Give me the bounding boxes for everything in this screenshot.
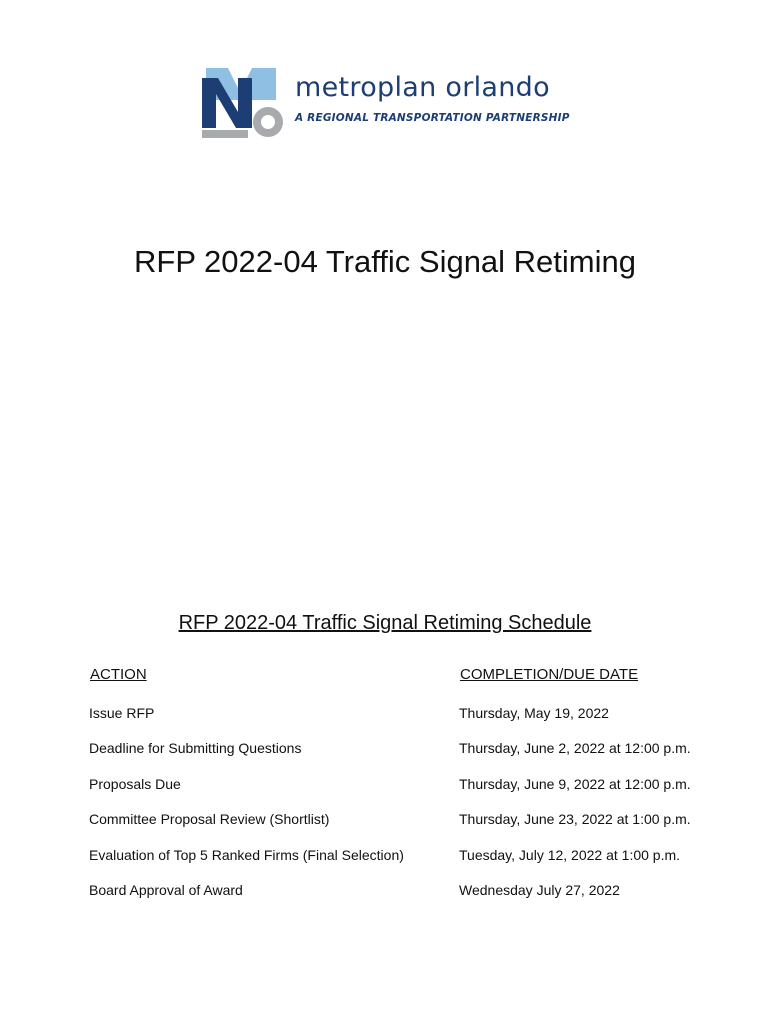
schedule-row xyxy=(0,882,770,917)
metroplan-mo-icon xyxy=(200,66,288,140)
schedule-table xyxy=(0,705,770,917)
due-date-column-header: COMPLETION/DUE DATE xyxy=(460,666,639,683)
date-cell: Thursday, June 9, 2022 at 12:00 p.m. xyxy=(459,775,691,792)
schedule-row xyxy=(0,705,770,740)
schedule-row xyxy=(0,811,770,846)
action-cell: Committee Proposal Review (Shortlist) xyxy=(89,811,330,828)
date-cell: Tuesday, July 12, 2022 at 1:00 p.m. xyxy=(459,846,681,863)
schedule-row xyxy=(0,740,770,775)
date-cell: Thursday, June 23, 2022 at 1:00 p.m. xyxy=(459,811,691,828)
date-cell: Thursday, May 19, 2022 xyxy=(459,705,609,721)
schedule-row xyxy=(0,776,770,811)
logo-tagline: A REGIONAL TRANSPORTATION PARTNERSHIP xyxy=(295,112,570,124)
schedule-title: RFP 2022-04 Traffic Signal Retiming Schedule xyxy=(178,612,592,634)
action-cell: Evaluation of Top 5 Ranked Firms (Final Selection) xyxy=(89,846,404,863)
logo-wordmark: metroplan orlando xyxy=(295,72,550,103)
action-column-header: ACTION xyxy=(90,666,147,683)
action-cell: Deadline for Submitting Questions xyxy=(89,740,302,757)
action-cell: Proposals Due xyxy=(89,775,181,792)
date-cell: Wednesday July 27, 2022 xyxy=(459,881,620,898)
date-cell: Thursday, June 2, 2022 at 12:00 p.m. xyxy=(459,740,691,757)
action-cell: Issue RFP xyxy=(89,705,155,721)
schedule-row xyxy=(0,847,770,882)
metroplan-orlando-logo xyxy=(200,66,580,140)
document-title: RFP 2022-04 Traffic Signal Retiming xyxy=(134,244,636,279)
action-cell: Board Approval of Award xyxy=(89,881,243,898)
